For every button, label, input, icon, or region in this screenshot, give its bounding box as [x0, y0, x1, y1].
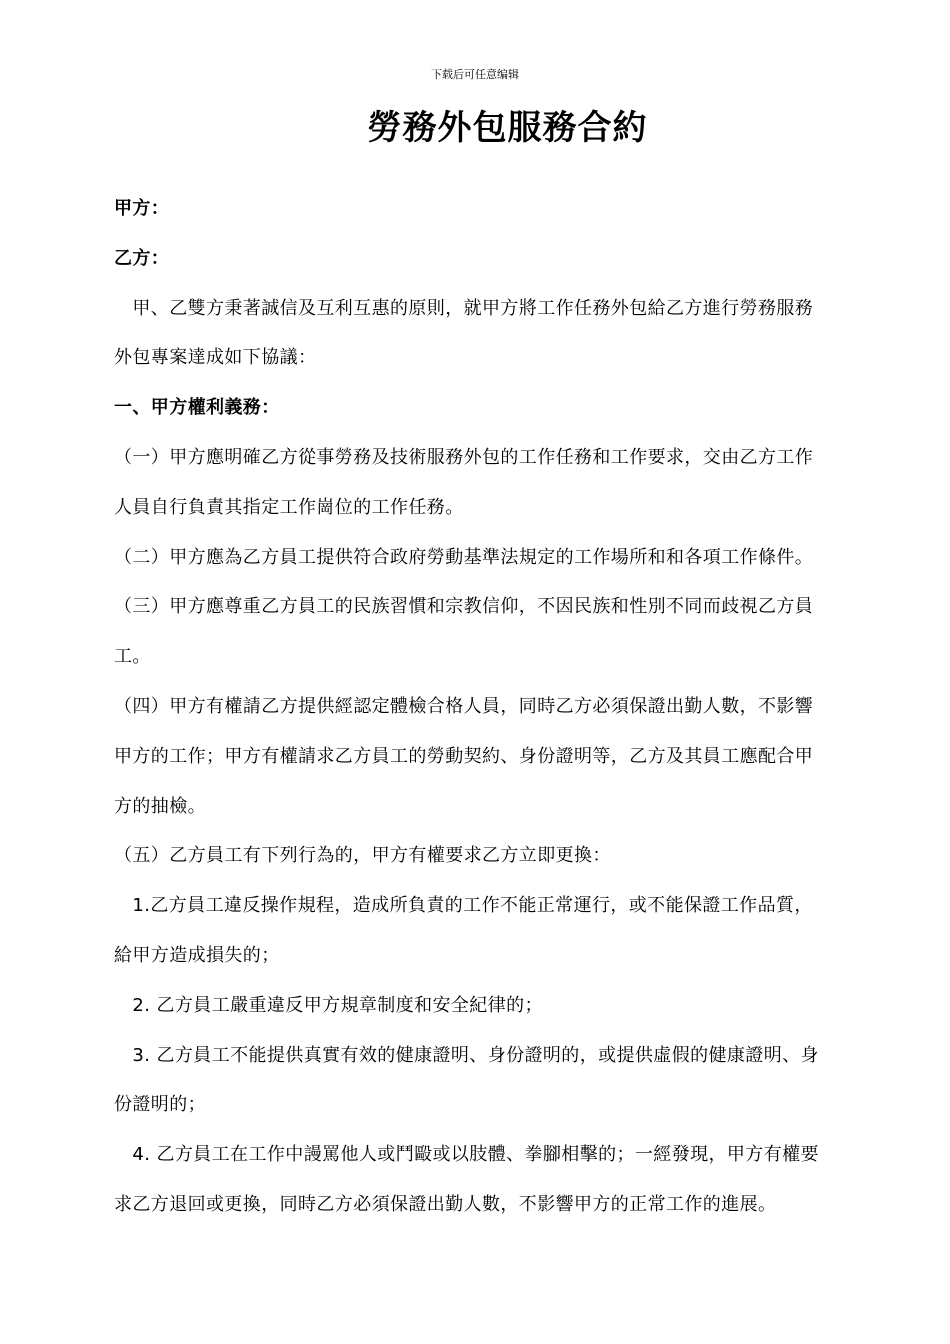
body-line: 2. 乙方員工嚴重違反甲方規章制度和安全紀律的； [114, 995, 543, 1016]
body-line: 給甲方造成損失的； [114, 945, 280, 966]
body-line: 乙方： [114, 248, 170, 269]
document-title: 勞務外包服務合約 [367, 108, 648, 148]
body-line: 方的抽檢。 [114, 796, 206, 817]
body-line: 甲方的工作；甲方有權請求乙方員工的勞動契約、身份證明等，乙方及其員工應配合甲 [114, 746, 814, 767]
body-line: 外包專案達成如下協議： [114, 347, 317, 368]
body-line: 工。 [114, 646, 151, 667]
body-line: （一）甲方應明確乙方從事勞務及技術服務外包的工作任務和工作要求，交由乙方工作 [114, 447, 814, 468]
body-line: 甲方： [114, 198, 170, 219]
body-line: 一、甲方權利義務： [114, 397, 280, 418]
body-line: （四）甲方有權請乙方提供經認定體檢合格人員，同時乙方必須保證出勤人數，不影響 [114, 696, 814, 717]
body-line: （三）甲方應尊重乙方員工的民族習慣和宗教信仰，不因民族和性別不同而歧視乙方員 [114, 596, 814, 617]
body-line: 1.乙方員工違反操作規程，造成所負責的工作不能正常運行，或不能保證工作品質， [114, 895, 813, 916]
body-line: 份證明的； [114, 1094, 206, 1115]
body-line: 求乙方退回或更換，同時乙方必須保證出勤人數，不影響甲方的正常工作的進展。 [114, 1194, 777, 1215]
body-line: （二）甲方應為乙方員工提供符合政府勞動基準法規定的工作場所和和各項工作條件。 [114, 547, 814, 568]
body-line: 3. 乙方員工不能提供真實有效的健康證明、身份證明的，或提供虛假的健康證明、身 [114, 1045, 819, 1066]
body-line: 4. 乙方員工在工作中謾罵他人或鬥毆或以肢體、拳腳相擊的；一經發現，甲方有權要 [114, 1144, 819, 1165]
body-line: 人員自行負責其指定工作崗位的工作任務。 [114, 497, 464, 518]
header-note: 下载后可任意编辑 [431, 68, 519, 81]
body-line: （五）乙方員工有下列行為的，甲方有權要求乙方立即更換： [114, 845, 611, 866]
body-line: 甲、乙雙方秉著誠信及互利互惠的原則，就甲方將工作任務外包給乙方進行勞務服務 [114, 298, 814, 319]
